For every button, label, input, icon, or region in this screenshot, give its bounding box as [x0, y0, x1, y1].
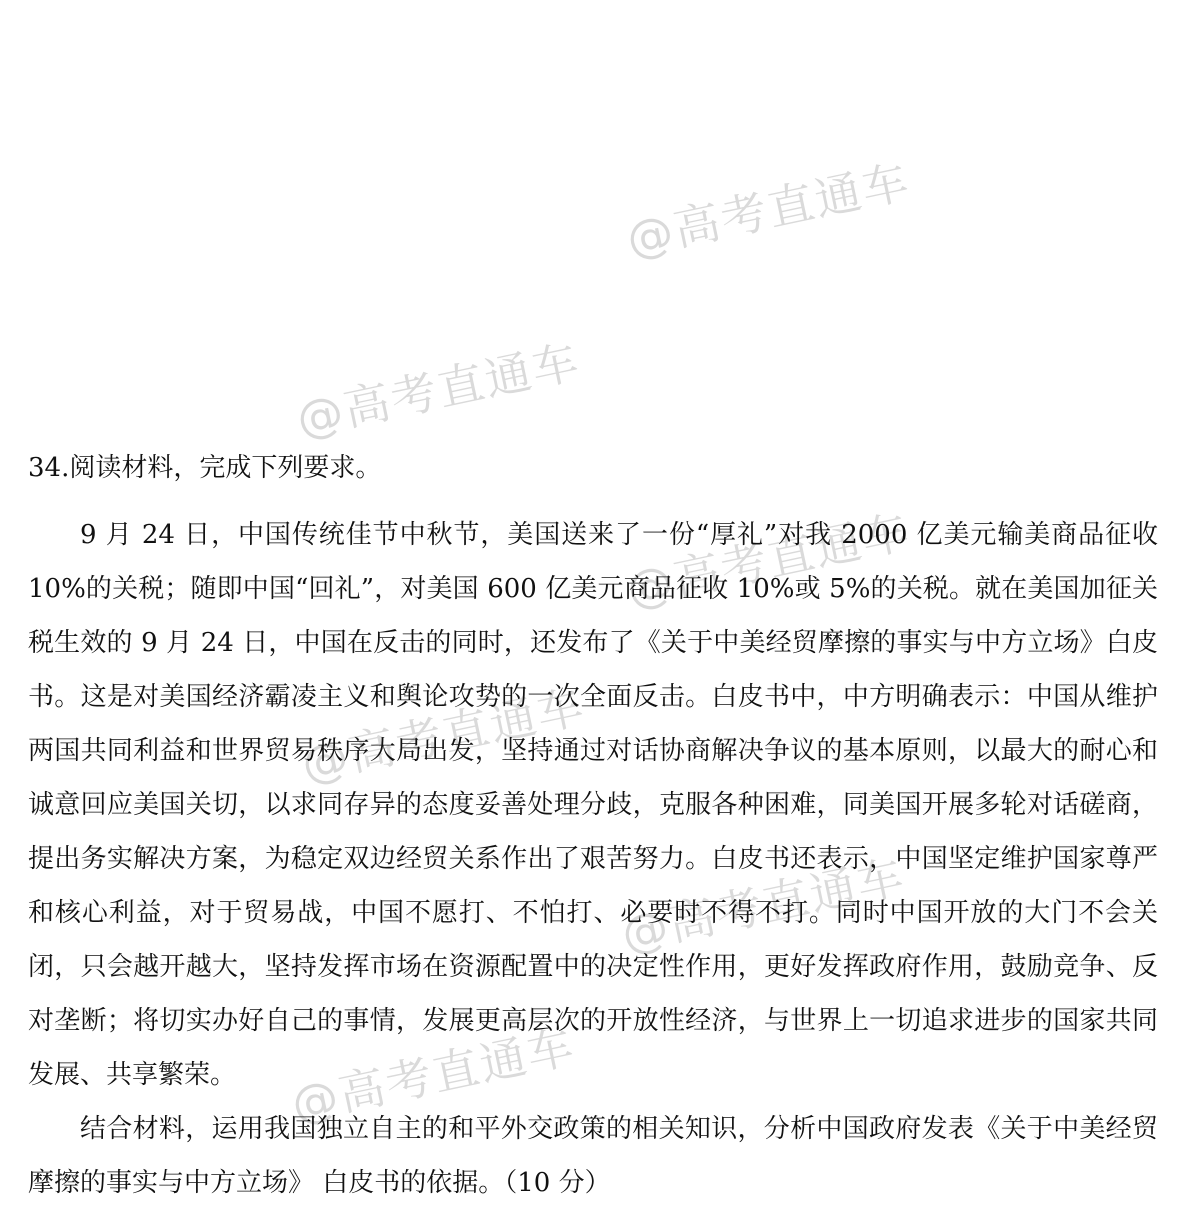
watermark: @高考直通车 — [616, 848, 910, 962]
question-prompt: 结合材料，运用我国独立自主的和平外交政策的相关知识，分析中国政府发表《关于中美经贸摩擦的事实与中方立场》 白皮书的依据。（10 分） — [28, 1114, 1158, 1198]
question-block — [28, 448, 1158, 1210]
watermark: @高考直通车 — [296, 678, 590, 792]
material-paragraph: 9 月 24 日，中国传统佳节中秋节，美国送来了一份“厚礼”对我 2000 亿美元输美商品征收 10%的关税；随即中国“回礼”，对美国 600 亿美元商品征收 10%或 5%的关税。就在美国加征关税生效的 9 月 24 日，中国在反击的同时，还发布了《关于中美经贸摩擦的事实与中方立场》白皮书。这是对美国经济霸凌主义和舆论攻势的一次全面反击。白皮书中，中方明确表示：中国从维护两国共同利益和世界贸易秩序大局出发，坚持通过对话协商解决争议的基本原则，以最大的耐心和诚意回应美国关切，以求同存异的态度妥善处理分歧，克服各种困难，同美国开展多轮对话磋商，提出务实解决方案，为稳定双边经贸关系作出了艰苦努力。白皮书还表示，中国坚定维护国家尊严和核心利益，对于贸易战，中国不愿打、不怕打、必要时不得不打。同时中国开放的大门不会关闭，只会越开越大，坚持发挥市场在资源配置中的决定性作用，更好发挥政府作用，鼓励竞争、反对垄断；将切实办好自己的事情，发展更高层次的开放性经济，与世界上一切追求进步的国家共同发展、共享繁荣。 — [28, 520, 1158, 1090]
question-title: 34.阅读材料，完成下列要求。 — [28, 453, 382, 483]
watermark: @高考直通车 — [621, 153, 915, 267]
watermark: @高考直通车 — [291, 333, 585, 447]
watermark: @高考直通车 — [621, 503, 915, 617]
watermark: @高考直通车 — [286, 1018, 580, 1132]
